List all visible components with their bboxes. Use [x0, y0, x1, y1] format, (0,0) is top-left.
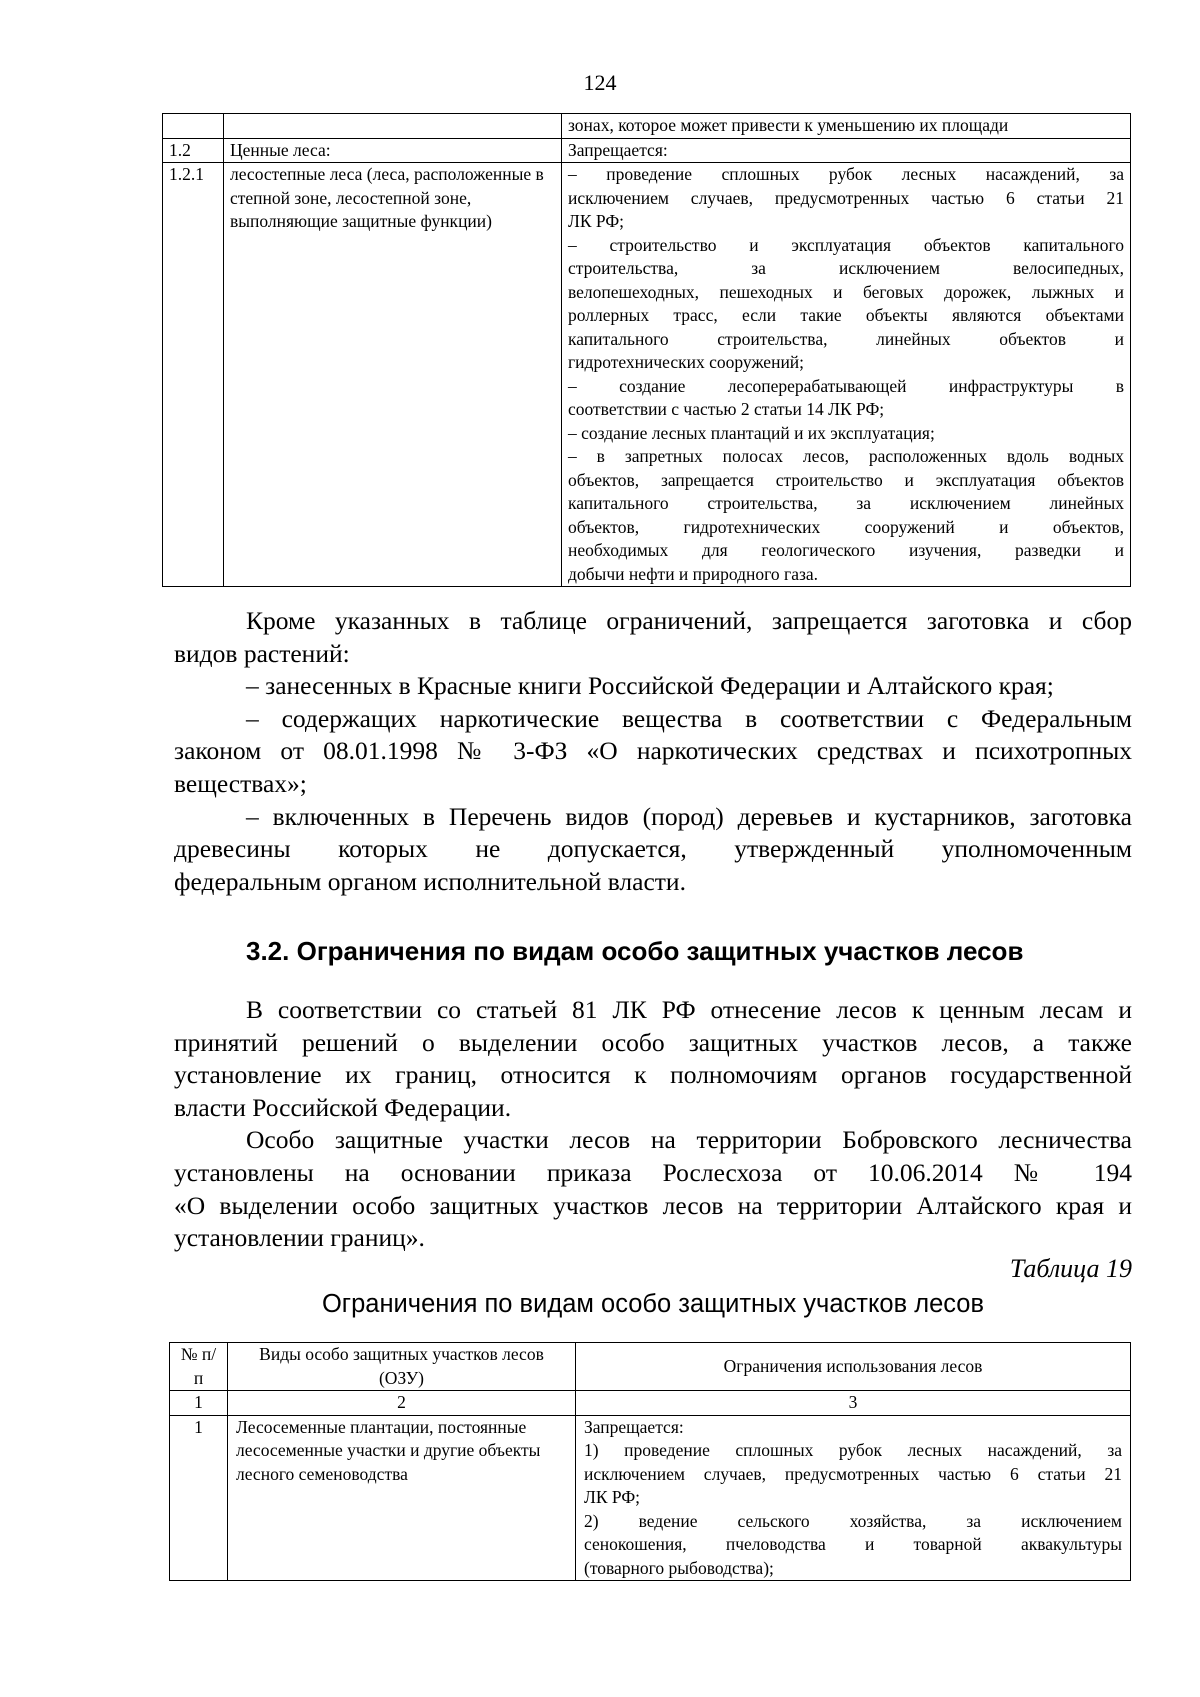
table-header-row — [170, 1343, 1131, 1391]
paragraph-line: видов растений: — [174, 638, 350, 668]
restriction-line: капитального строительства, за исключением линейных — [568, 493, 1124, 513]
restriction-line: велопешеходных, пешеходных и беговых дорожек, лыжных и — [568, 281, 1124, 302]
section-heading: 3.2. Ограничения по видам особо защитных участков лесов — [246, 936, 1024, 966]
column-number: 2 — [228, 1391, 576, 1416]
table-cell-num — [163, 114, 224, 139]
paragraph-line: власти Российской Федерации. — [174, 1092, 512, 1122]
restriction-line: роллерных трасс, если такие объекты являются объектами — [568, 305, 1124, 325]
restriction-line: (товарного рыбоводства); — [584, 1557, 774, 1578]
paragraph-line: установление их границ, относится к полномочиям органов государственной — [174, 1060, 1132, 1090]
table-cell-name — [224, 114, 562, 139]
restriction-line: добычи нефти и природного газа. — [568, 563, 819, 584]
column-number: 3 — [576, 1391, 1131, 1416]
table-cell-num: 1.2 — [163, 138, 224, 163]
paragraph-line: – включенных в Перечень видов (пород) деревьев и кустарников, заготовка — [246, 801, 1132, 831]
table-number-row — [170, 1391, 1131, 1416]
table-row — [163, 138, 1131, 163]
paragraph-line: законом от 08.01.1998 № 3-ФЗ «О наркотических средствах и психотропных — [174, 736, 1132, 766]
restriction-line: сенокошения, пчеловодства и товарной аквакультуры — [584, 1534, 1122, 1554]
restriction-line: объектов, запрещается строительство и эксплуатация объектов — [568, 469, 1124, 490]
restriction-line: – проведение сплошных рубок лесных насаждений, за — [568, 164, 1124, 184]
restriction-line: строительства, за исключением велосипедных, — [568, 258, 1124, 278]
restriction-line: Запрещается: — [584, 1416, 684, 1437]
table-cell-num: 1.2.1 — [163, 163, 224, 587]
column-number: 1 — [170, 1391, 228, 1416]
restriction-line: 1) проведение сплошных рубок лесных насаждений, за — [584, 1440, 1122, 1460]
table-cell-restrictions — [562, 163, 1131, 587]
restriction-line: исключением случаев, предусмотренных частью 6 статьи 21 — [568, 187, 1124, 208]
table-cell-text: зонах, которое может привести к уменьшению их площади — [562, 114, 1131, 139]
paragraph-line: «О выделении особо защитных участков лесов на территории Алтайского края и — [174, 1190, 1132, 1220]
restriction-line: ЛК РФ; — [584, 1487, 641, 1507]
column-header: Виды особо защитных участков лесов (ОЗУ) — [228, 1343, 576, 1391]
paragraph-line: – занесенных в Красные книги Российской Федерации и Алтайского края; — [246, 671, 1054, 701]
restriction-line: – создание лесоперерабатывающей инфраструктуры в — [568, 375, 1124, 396]
table-row — [170, 1415, 1131, 1581]
restriction-line: ЛК РФ; — [568, 211, 625, 231]
column-header: № п/п — [170, 1343, 228, 1391]
paragraph-line: древесины которых не допускается, утвержденный уполномоченным — [174, 834, 1132, 864]
restriction-line: объектов, гидротехнических сооружений и объектов, — [568, 516, 1124, 537]
restriction-line: – создание лесных плантаций и их эксплуатация; — [568, 422, 935, 443]
paragraph-line: установлены на основании приказа Рослесхоза от 10.06.2014 № 194 — [174, 1157, 1132, 1187]
restriction-line: исключением случаев, предусмотренных частью 6 статьи 21 — [584, 1463, 1122, 1484]
restrictions-table-continued — [162, 113, 1131, 587]
restriction-line: гидротехнических сооружений; — [568, 352, 805, 372]
paragraph-line: веществах»; — [174, 768, 307, 798]
restriction-line: соответствии с частью 2 статьи 14 ЛК РФ; — [568, 399, 885, 419]
restriction-line: капитального строительства, линейных объектов и — [568, 328, 1124, 349]
table-label: Таблица 19 — [1009, 1254, 1132, 1283]
column-header: Ограничения использования лесов — [576, 1343, 1131, 1391]
paragraph-line: Особо защитные участки лесов на территории Бобровского лесничества — [246, 1125, 1132, 1155]
restriction-line: – в запретных полосах лесов, расположенных вдоль водных — [568, 446, 1124, 466]
paragraph-line: – содержащих наркотические вещества в соответствии с Федеральным — [246, 703, 1132, 733]
paragraph-line: принятий решений о выделении особо защитных участков лесов, а также — [174, 1027, 1132, 1057]
restriction-line: 2) ведение сельского хозяйства, за исключением — [584, 1510, 1122, 1531]
paragraph-line: Кроме указанных в таблице ограничений, запрещается заготовка и сбор — [246, 606, 1132, 635]
table-title: Ограничения по видам особо защитных участков лесов — [321, 1290, 985, 1318]
table-cell-restrictions — [576, 1415, 1131, 1581]
table-row — [163, 114, 1131, 139]
ozu-restrictions-table — [169, 1342, 1131, 1581]
table-cell-text: Запрещается: — [562, 138, 1131, 163]
restriction-line: необходимых для геологического изучения, разведки и — [568, 540, 1124, 560]
table-cell-name: Лесосеменные плантации, постоянные лесосеменные участки и другие объекты лесного семеноводства — [228, 1415, 576, 1581]
table-cell-num: 1 — [170, 1415, 228, 1581]
table-cell-name: Ценные леса: — [224, 138, 562, 163]
table-cell-name: лесостепные леса (леса, расположенные в степной зоне, лесостепной зоне, выполняющие защитные функции) — [224, 163, 562, 587]
table-row — [163, 163, 1131, 587]
restriction-line: – строительство и эксплуатация объектов капитального — [568, 234, 1124, 255]
body-paragraphs-2 — [174, 994, 1132, 1255]
paragraph-line: установлении границ». — [174, 1223, 425, 1253]
page-number: 124 — [583, 70, 617, 95]
paragraph-line: федеральным органом исполнительной власти. — [174, 866, 686, 896]
body-paragraphs — [174, 605, 1132, 898]
paragraph-line: В соответствии со статьей 81 ЛК РФ отнесение лесов к ценным лесам и — [246, 995, 1132, 1024]
